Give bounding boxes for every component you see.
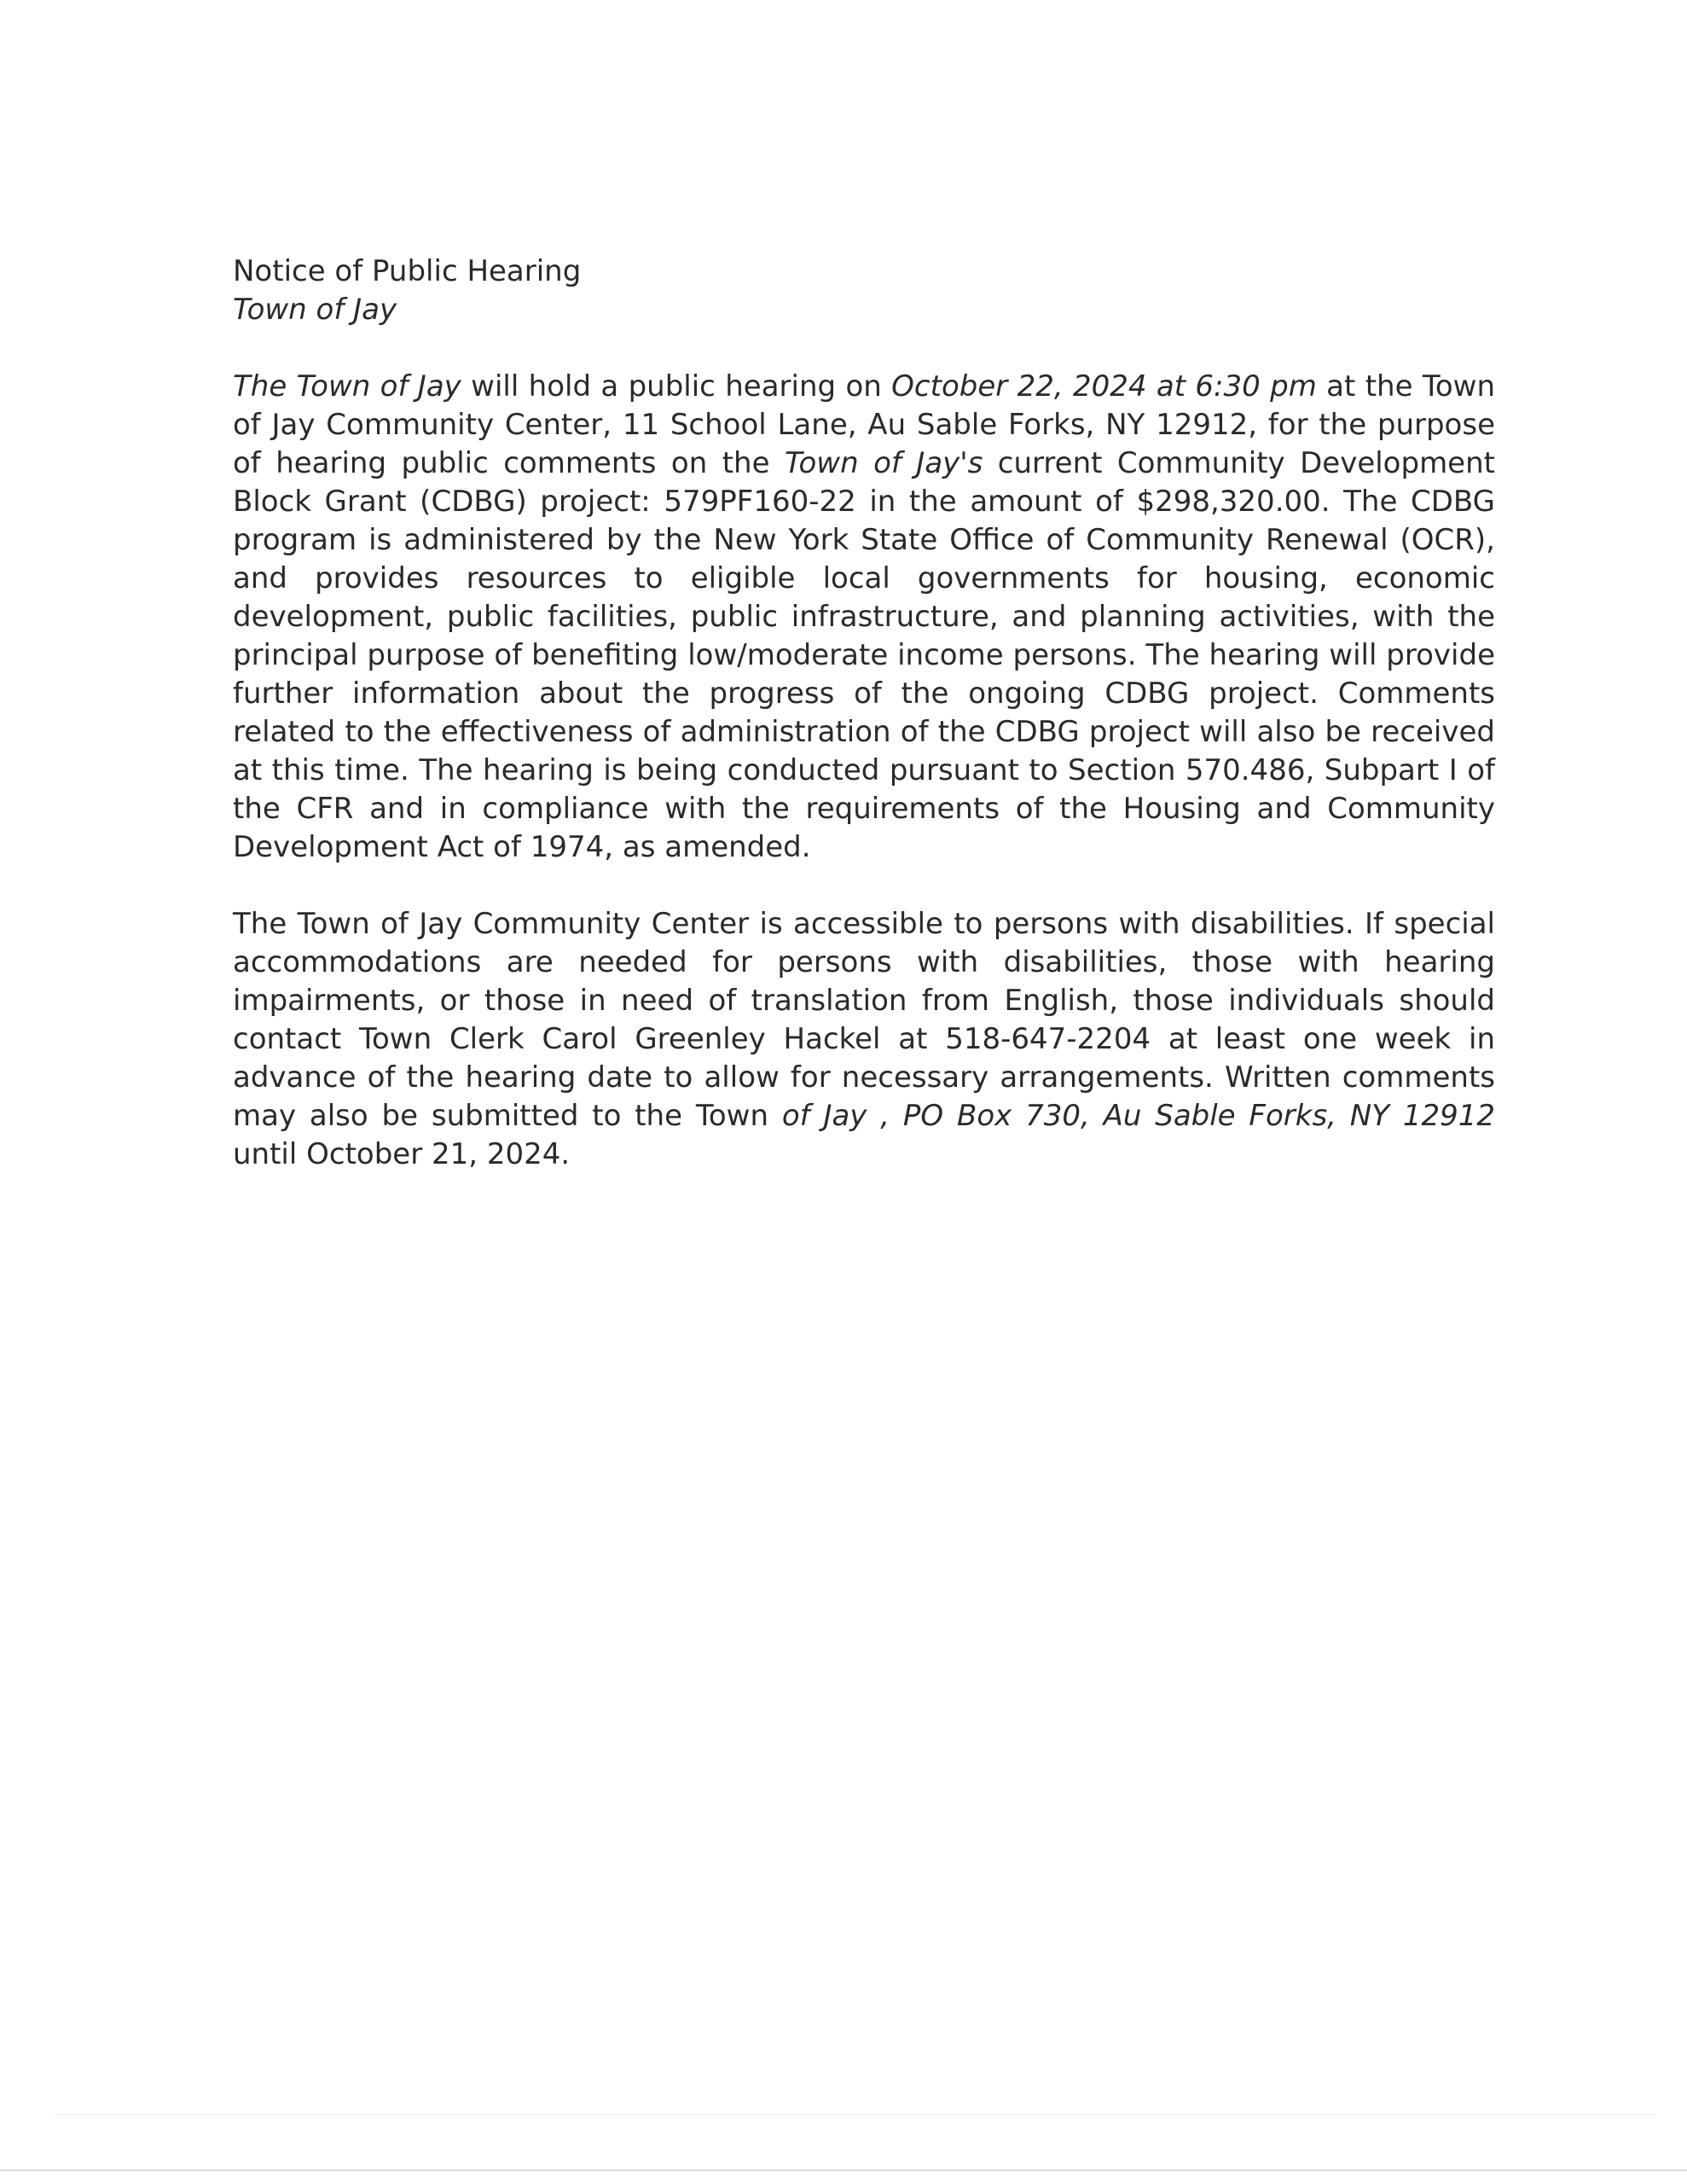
- notice-heading: [233, 253, 1495, 329]
- scan-edge-line: [0, 2169, 1687, 2171]
- p2-text-b: until October 21, 2024.: [233, 1137, 571, 1171]
- p2-mailing-address: of Jay , PO Box 730, Au Sable Forks, NY 12912: [781, 1099, 1495, 1133]
- accessibility-paragraph: [233, 905, 1495, 1174]
- p1-text-c: current Community Development Block Grant (CDBG) project: 579PF160-22 in the amount of $298,320.00. The CDBG program is administered by the New York State Office of Community Renewal (OCR), and provides resources to eligible local governments for housing, economic development, public facilities, public infrastructure, and planning activities, with the principal purpose of benefiting low/moderate income persons. The hearing will provide further information about the progress of the ongoing CDBG project. Comments related to the effectiveness of administration of the CDBG project will also be received at this time. The hearing is being conducted pursuant to Section 570.486, Subpart I of the CFR and in compliance with the requirements of the Housing and Community Development Act of 1974, as amended.: [233, 446, 1495, 864]
- hearing-details-paragraph: [233, 368, 1495, 867]
- p1-hearing-date: October 22, 2024 at 6:30 pm: [891, 369, 1317, 404]
- scan-edge-line-faint: [51, 2114, 1655, 2115]
- p1-text-b: at the Town of Jay Community Center, 11 School Lane, Au Sable Forks, NY 12912, for the purpose of hearing public comments on the: [233, 369, 1496, 480]
- p1-town-possessive: Town of Jay's: [784, 446, 983, 480]
- p2-text-a: The Town of Jay Community Center is accessible to persons with disabilities. If special accommodations are needed for persons with disabilities, those with hearing impairments, or those in need of translation from English, those individuals should contact Town Clerk Carol Greenley Hackel at 518-647-2204 at least one week in advance of the hearing date to allow for necessary arrangements. Written comments may also be submitted to the Town: [233, 907, 1495, 1133]
- p1-text-a: will hold a public hearing on: [461, 369, 892, 404]
- p1-town-name: The Town of Jay: [233, 369, 461, 404]
- notice-content: [233, 253, 1495, 1212]
- notice-title: Notice of Public Hearing: [233, 254, 582, 288]
- notice-subtitle: Town of Jay: [233, 293, 397, 327]
